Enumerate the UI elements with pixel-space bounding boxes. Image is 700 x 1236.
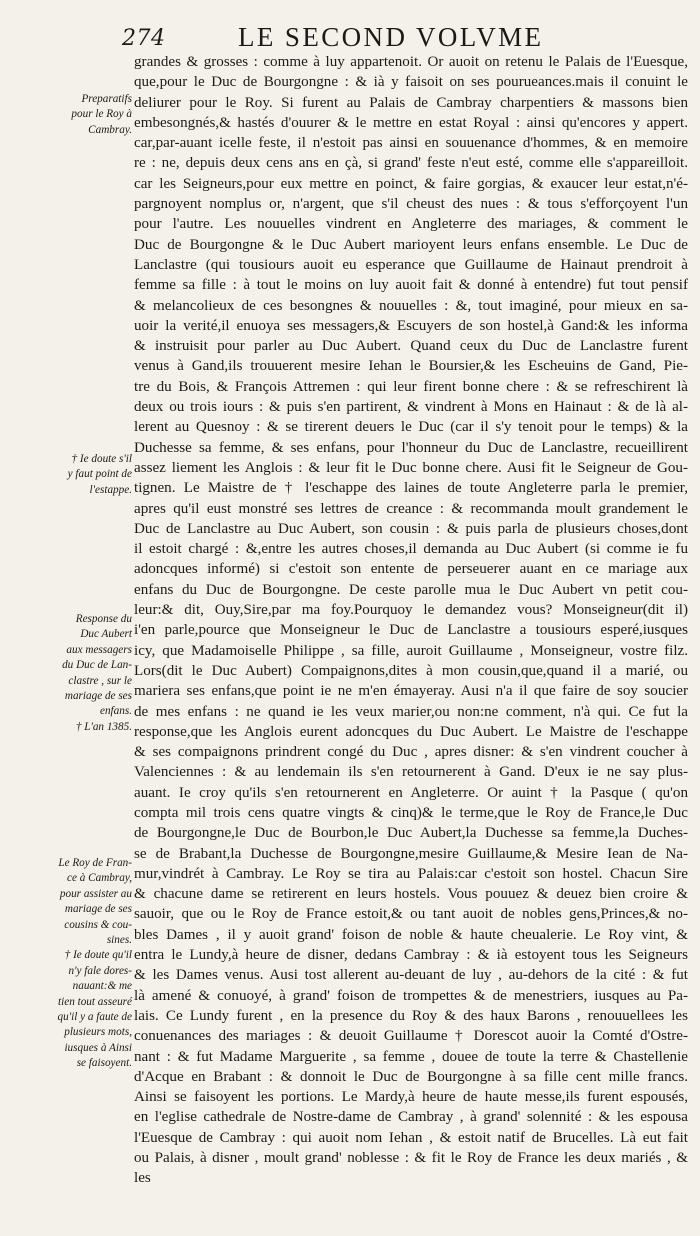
text-line: leur:& dit, Ouy,Sire,par ma foy.Pourquoy le demandez vous? Monseigneur(dit il) (134, 602, 688, 619)
page-number: 274 (122, 26, 166, 51)
text-line: tre du Bois, & François Attremen : qui leur firent bonne chere : & se refreschirent là (134, 378, 688, 395)
text-line: deux ou trois iours : & puis s'en partirent, & vindrent à Mons en Hainaut : & de là al- (134, 399, 688, 416)
text-line: Ainsi se faisoyent les portions. Le Mardy,à heure de haute messe,ils furent espousés, (134, 1089, 688, 1106)
text-line: adoncques informé) si c'estoit son entente de perseuerer auant en ce mariage aux (134, 561, 688, 578)
text-line: & les Dames venus. Ausi tost allerent au-deuant de luy , au-dehors de la cité : & fut (134, 967, 688, 984)
text-line: car,par-auant icelle feste, il n'estoit pas ainsi en souuenance d'hommes, & en memoire (134, 135, 688, 152)
text-line: car les Seigneurs,pour eux mettre en poinct, & faire gorgias, & exaucer leur estat,n'é- (134, 175, 688, 192)
text-line: lais. Ce Lundy furent , en la presence du Roy & des haux Barons , renouuellees les (134, 1007, 688, 1024)
margin-note: Le Roy de Fran- ce à Cambray, pour assister au mariage de ses cousins & cou- sines. † Ie doute qu'il n'y fale dores- nauant:& me tien tout asseuré qu'il y a faute de plusieurs mots, iusques à Ainsi se faisoyent. (57, 857, 132, 1070)
margin-note: † Ie doute s'il y faut point de l'estappe. (67, 453, 132, 496)
text-line: les (134, 1170, 151, 1187)
text-line: en l'eglise cathedrale de Nostre-dame de Cambray , à grand' solennité : & les espousa (134, 1109, 688, 1126)
text-line: pargnoyent nomplus or, n'argent, que s'il cheust des nues : & tous s'efforçoyent l'un (134, 196, 688, 213)
text-line: de mes enfans : ne quand ie les veux marier,ou non:ne comment, n'à qui. Ce fut la (134, 703, 688, 720)
text-line: l'Euesque de Cambray : qui auoit nom Iehan , & estoit natif de Brucelles. Là eut fait (134, 1129, 688, 1146)
main-text-column (134, 52, 688, 1189)
text-line: Lanclastre (qui tousiours auoit eu esperance que Guillaume de Hainaut prendroit à (134, 256, 688, 273)
text-line: Lors(dit le Duc Aubert) Compaignons,dites à mon cousin,que,quand il a marié, ou (134, 662, 688, 679)
text-line: il estoit chargé : &,entre les autres choses,il demanda au Duc Aubert (si comme ie fu (134, 541, 688, 558)
running-header (118, 18, 690, 52)
text-line: Duc de Bourgongne & le Duc Aubert marioyent leurs enfans ensemble. Le Duc de (134, 236, 688, 253)
text-line: lerent au Quesnoy : & se tirerent deuers le Duc (car il s'y tenoit pour le temps) & la (134, 419, 688, 436)
text-line: compta mil trois cens quatre vingts & cinq)& le terme,que le Roy de France,le Duc (134, 804, 688, 821)
text-line: & melancolieux de ces besongnes & nouuelles : &, tout imaginé, pour mieux en sa- (134, 297, 688, 314)
text-line: uoir la verité,il enuoya ses messagers,& Escuyers de son hostel,à Gand:& les informa (134, 317, 688, 334)
margin-note: Preparatifs pour le Roy à Cambray. (71, 93, 132, 136)
text-line: mariera ses enfans,que point ie ne m'en émayeray. Ausi n'a il que faire de soy soucier (134, 683, 688, 700)
text-line: auant. Ie croy qu'ils s'en retournerent en Angleterre. Or auint † la Pasque ( qu'on (134, 784, 688, 801)
text-line: Duchesse sa femme, & ses enfans, pour l'honneur du Duc de Lanclastre, recueillirent (134, 439, 688, 456)
text-line: icy, que Madamoiselle Philippe , sa fille, auroit Guillaume , Monseigneur, vostre filz. (134, 642, 688, 659)
text-line: entra le Lundy,à heure de disner, dedans Cambray : & ià estoyent tous les Seigneurs (134, 947, 688, 964)
text-line: Duc de Lanclastre au Duc Aubert, son cousin : & puis parla de plusieurs choses,dont (134, 520, 688, 537)
text-line: i'en parle,pource que Monseigneur le Duc de Lanclastre a tousiours esperé,iusques (134, 622, 688, 639)
text-line: conuenances des mariages : & deuoit Guillaume † Dorescot auoir la Comté d'Ostre- (134, 1028, 688, 1045)
text-line: mur,vindrét à Cambray. Le Roy se tira au Palais:car c'estoit son hostel. Chacun Sire (134, 865, 688, 882)
text-line: sauoir, que ou le Roy de France estoit,& ou tant auoit de nobles gens,Princes,& no- (134, 906, 688, 923)
text-line: & chacune dame se retirerent en leurs hostels. Vous pouuez & deuez bien croire & (134, 886, 688, 903)
text-line: femme sa fille : à tout le moins on luy auoit fait & donné à entendre) fut tout pensif (134, 277, 688, 294)
text-line: bles Dames , il y auoit grand' foison de noble & haute cheualerie. Le Roy vint, & (134, 926, 688, 943)
text-line: & instruisit pour parler au Duc Aubert. Quand ceux du Duc de Lanclastre furent (134, 338, 688, 355)
text-line: se de Brabant,la Duchesse de Bourgongne,mesire Guillaume,& Mesire Iean de Na- (134, 845, 688, 862)
text-line: là amené & conuoyé, à grand' foison de trompettes & de menestriers, iusques au Pa- (134, 987, 688, 1004)
text-line: apres qu'il eust monstré ses lettres de creance : & recommanda moult grandement le (134, 500, 688, 517)
text-line: de Bourgongne,le Duc de Bourbon,le Duc Aubert,la Duchesse sa femme,la Duches- (134, 825, 688, 842)
text-line: & ses compaignons prindrent congé du Duc , apres disner: & s'en vindrent coucher à (134, 744, 688, 761)
text-line: embesongnés,& hastés d'ouurer & le mettre en estat Royal : ainsi qu'encores y appert. (134, 114, 688, 131)
text-line: assez liement les Anglois : & leur fit le Duc bonne chere. Ausi fit le Seigneur de Gou- (134, 459, 688, 476)
text-line: d'Acque en Brabant : & donnoit le Duc de Bourgongne à sa fille cent mille francs. (134, 1068, 688, 1085)
text-line: ou Palais, à disner , moult grand' noblesse : & fit le Roy de France les deux mariés , & (134, 1150, 688, 1167)
text-line: deliurer pour le Roy. Si furent au Palais de Cambray charpentiers & massons bien (134, 94, 688, 111)
running-title: LE SECOND VOLVME (238, 22, 544, 52)
text-line: tignen. Le Maistre de † l'eschappe des laines de toute Angleterre parla le premier, (134, 480, 688, 497)
text-line: que,pour le Duc de Bourgongne : & ià y faisoit on ses pourueances.mais il conuint le (134, 74, 688, 91)
text-line: re : ne, depuis deux cens ans en çà, si grand' feste n'eut esté, comme elle s'appareilloit. (134, 155, 688, 172)
text-line: pour l'autre. Les nouuelles vindrent en Angleterre des mariages, & comment le (134, 216, 688, 233)
text-line: Valenciennes : & au lendemain ils s'en retournerent à Gand. D'eux ie ne say plus- (134, 764, 688, 781)
text-line: venus à Gand,ils trouuerent mesire Iehan le Boursier,& les Escheuins de Gand, Pie- (134, 358, 688, 375)
text-line: nant : & fut Madame Marguerite , sa femme , douee de toute la terre & Chastellenie (134, 1048, 688, 1065)
text-line: response,que les Anglois eurent adoncques du Duc Aubert. Le Maistre de l'eschappe (134, 723, 688, 740)
margin-note: Response du Duc Aubert aux messagers du Duc de Lan- clastre , sur le mariage de ses enfans. † L'an 1385. (62, 613, 132, 733)
text-line: grandes & grosses : comme à luy appartenoit. Or auoit on retenu le Palais de l'Euesque, (134, 54, 688, 70)
text-line: enfans du Duc de Bourgongne. De ceste parolle mua le Duc Aubert vn petit cou- (134, 581, 688, 598)
